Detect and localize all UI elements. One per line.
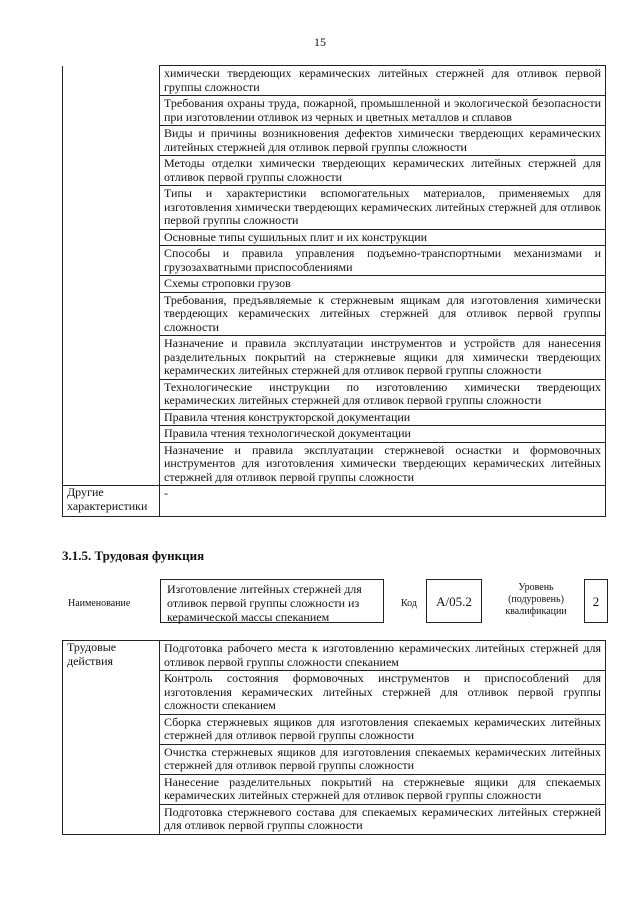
other-characteristics-label: Другие характеристики — [63, 486, 160, 517]
requirement-item: химически твердеющих керамических литейных стержней для отливок первой группы сложности — [160, 66, 606, 96]
function-header — [62, 579, 608, 629]
requirement-item: Виды и причины возникновения дефектов химически твердеющих керамических литейных стержней для отливок первой группы сложности — [160, 126, 606, 156]
code-value: А/05.2 — [426, 579, 482, 623]
actions-label: Трудовые действия — [63, 641, 160, 835]
page-number: 15 — [314, 35, 326, 49]
requirement-item: Назначение и правила эксплуатации стержневой оснастки и формовочных инструментов для изготовления химически твердеющих керамических литейных стержней для отливок первой группы сложности — [160, 442, 606, 486]
requirements-table — [62, 65, 606, 517]
actions-table — [62, 640, 606, 835]
requirement-item: Методы отделки химически твердеющих керамических литейных стержней для отливок первой группы сложности — [160, 156, 606, 186]
table-row — [63, 641, 606, 671]
requirement-item: Требования, предъявляемые к стержневым ящикам для изготовления химически твердеющих керамических литейных стержней для отливок первой группы сложности — [160, 292, 606, 336]
section-title: 3.1.5. Трудовая функция — [62, 548, 205, 563]
name-value: Изготовление литейных стержней для отливок первой группы сложности из керамической массы спеканием — [160, 579, 384, 623]
requirement-item: Правила чтения технологической документации — [160, 426, 606, 443]
action-item: Подготовка рабочего места к изготовлению керамических литейных стержней для отливок первой группы сложности спеканием — [160, 641, 606, 671]
level-value: 2 — [584, 579, 608, 623]
requirement-item: Правила чтения конструкторской документации — [160, 409, 606, 426]
requirement-item: Типы и характеристики вспомогательных материалов, применяемых для изготовления химически твердеющих керамических литейных стержней для отливок первой группы сложности — [160, 186, 606, 230]
requirement-item: Способы и правила управления подъемно-транспортными механизмами и грузозахватными приспособлениями — [160, 246, 606, 276]
knowledge-label-cell — [63, 66, 160, 486]
requirement-item: Схемы строповки грузов — [160, 276, 606, 293]
action-item: Очистка стержневых ящиков для изготовления спекаемых керамических литейных стержней для отливок первой группы сложности — [160, 744, 606, 774]
level-label: Уровень (подуровень) квалификации — [505, 582, 567, 617]
other-characteristics-value: - — [160, 486, 606, 517]
requirement-item: Основные типы сушильных плит и их конструкции — [160, 229, 606, 246]
table-row — [63, 486, 606, 517]
requirement-item: Требования охраны труда, пожарной, промышленной и экологической безопасности при изготовлении отливок из черных и цветных металлов и сплавов — [160, 96, 606, 126]
name-label: Наименование — [68, 598, 131, 609]
action-item: Нанесение разделительных покрытий на стержневые ящики для спекаемых керамических литейных стержней для отливок первой группы сложности — [160, 774, 606, 804]
table-row — [63, 66, 606, 96]
action-item: Подготовка стержневого состава для спекаемых керамических литейных стержней для отливок первой группы сложности — [160, 804, 606, 834]
requirement-item: Назначение и правила эксплуатации инструментов и устройств для нанесения разделительных покрытий на стержневые ящики для химически твердеющих керамических литейных стержней для отливок первой группы сложности — [160, 336, 606, 380]
requirement-item: Технологические инструкции по изготовлению химически твердеющих керамических литейных стержней для отливок первой группы сложности — [160, 379, 606, 409]
code-label: Код — [401, 598, 417, 609]
action-item: Контроль состояния формовочных инструментов и приспособлений для изготовления керамических литейных стержней для отливок первой группы сложности спеканием — [160, 671, 606, 715]
action-item: Сборка стержневых ящиков для изготовления спекаемых керамических литейных стержней для отливок первой группы сложности — [160, 714, 606, 744]
